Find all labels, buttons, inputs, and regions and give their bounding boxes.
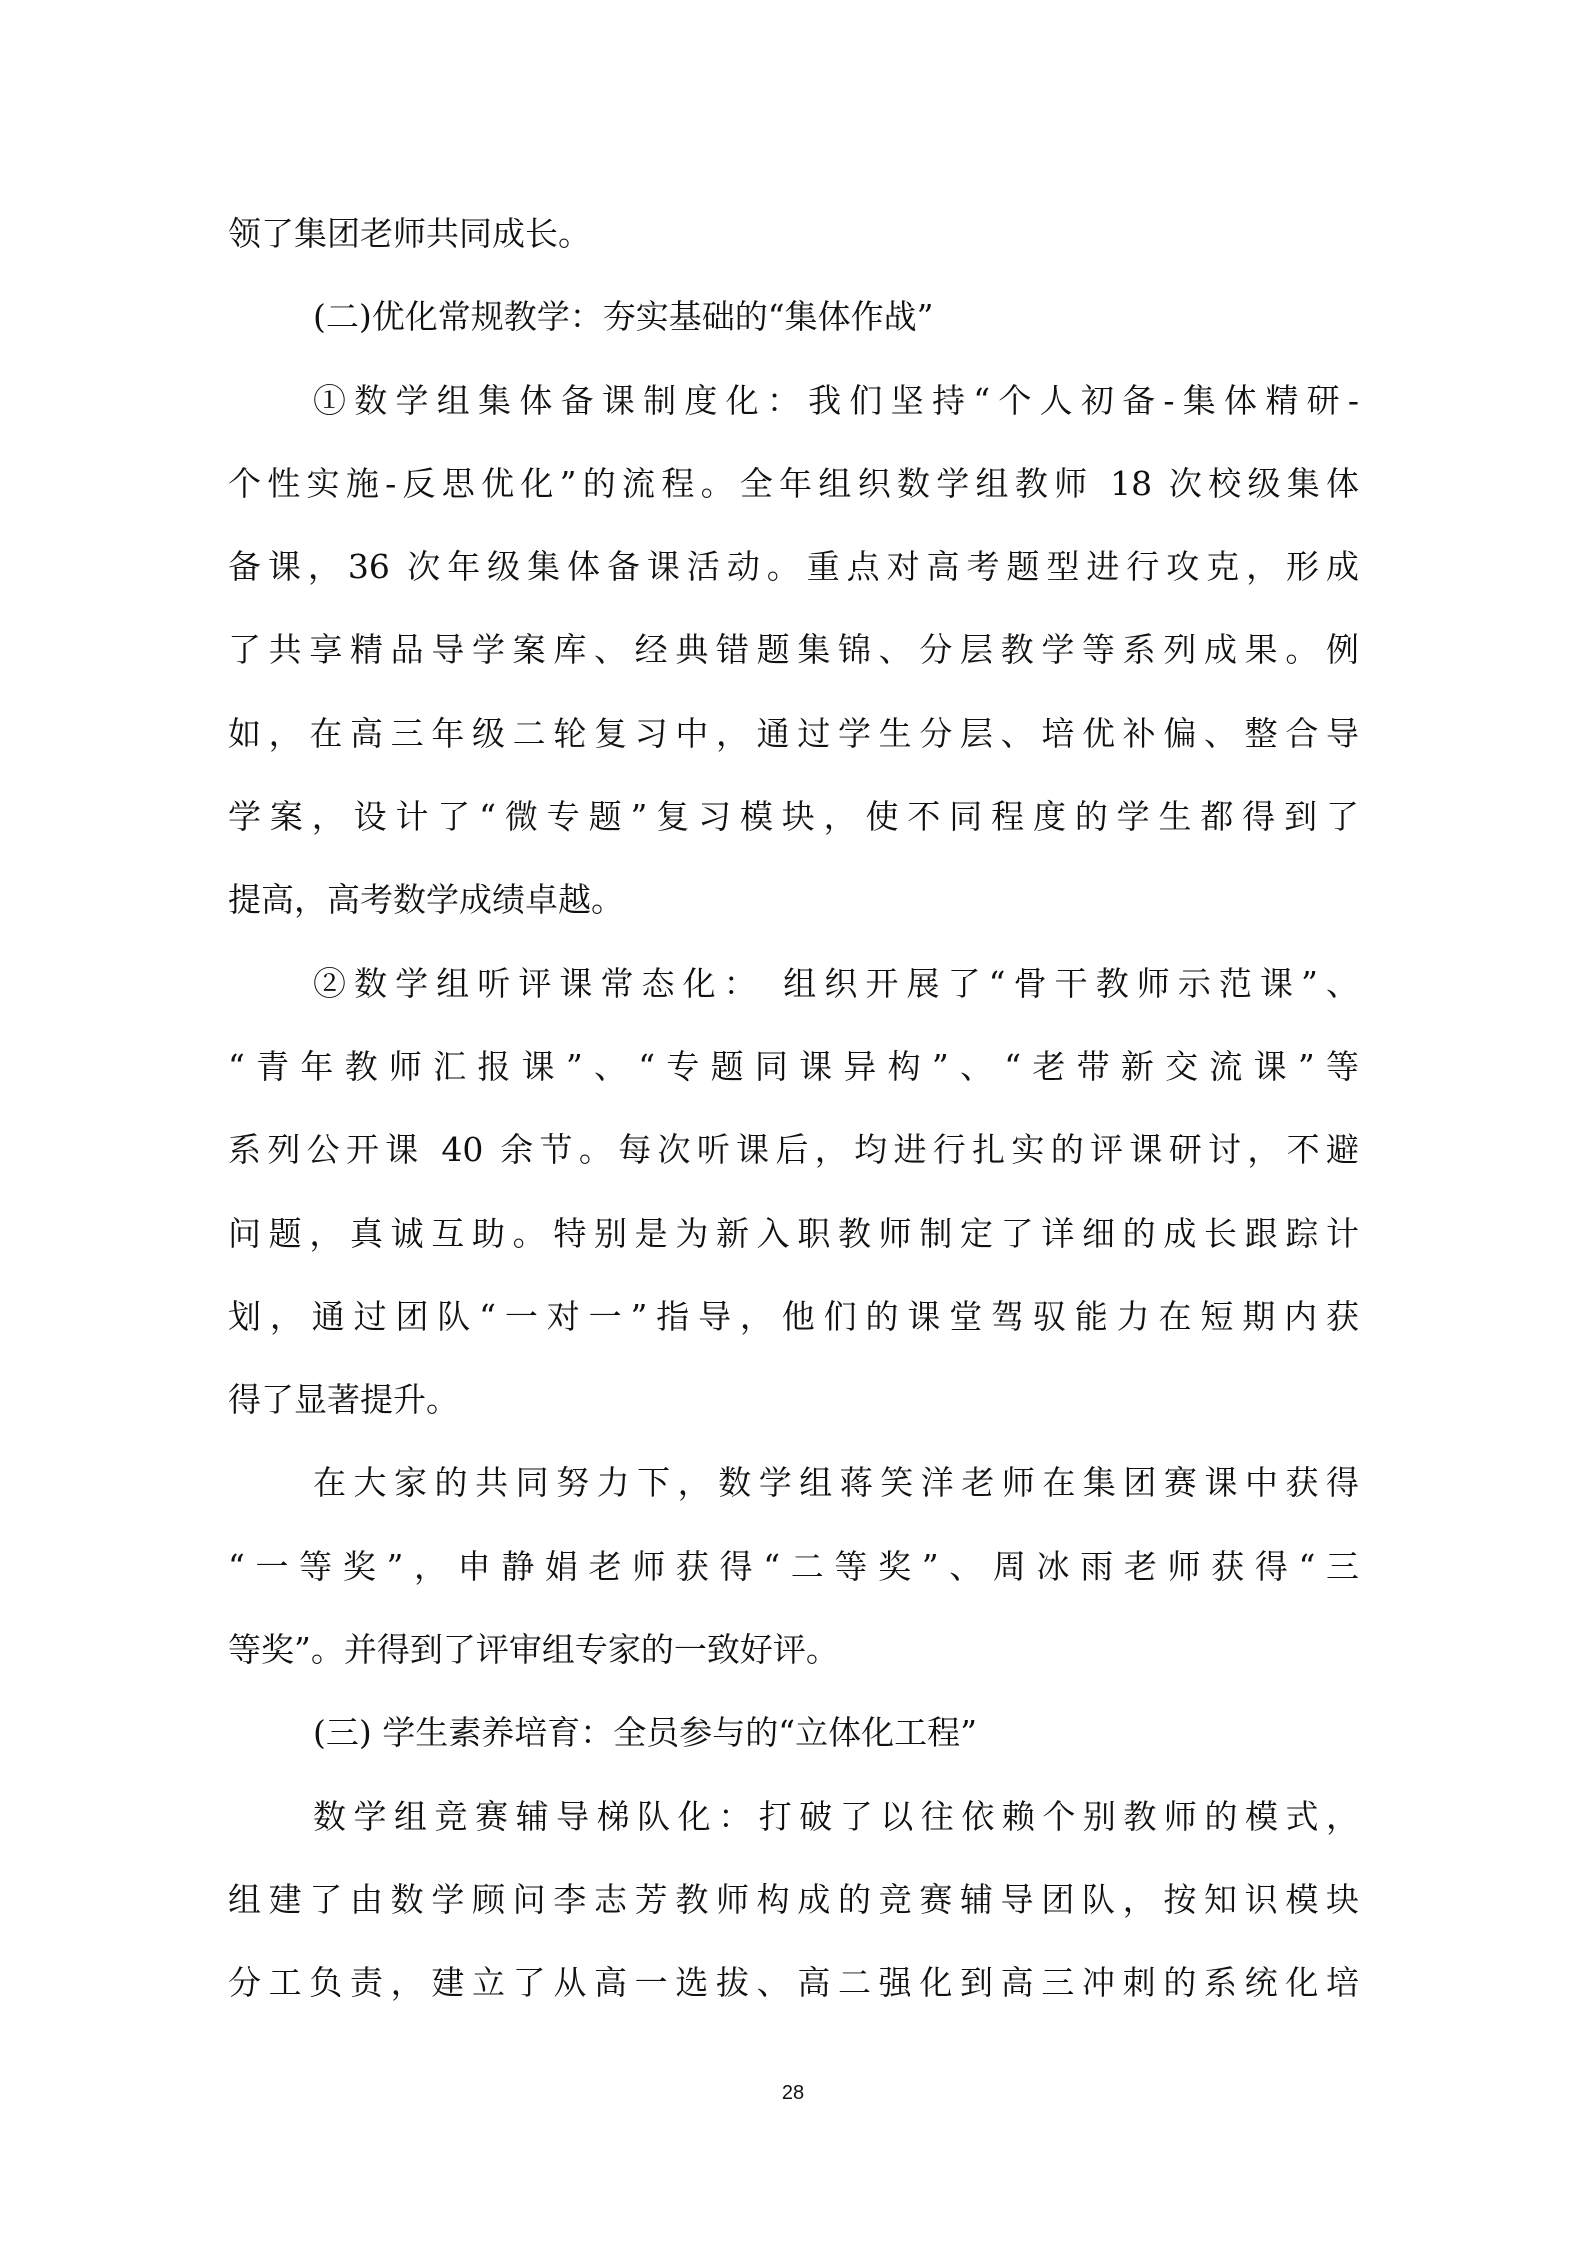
section-heading-2: (二)优化常规教学：夯实基础的“集体作战” [313,297,934,337]
paragraph-line: 分工负责，建立了从高一选拔、高二强化到高三冲刺的系统化培 [228,1963,1359,2003]
paragraph-line: 备课，36 次年级集体备课活动。重点对高考题型进行攻克，形成 [228,547,1359,587]
paragraph-line: 学案，设计了“微专题”复习模块，使不同程度的学生都得到了 [228,797,1359,837]
paragraph-line: 个性实施-反思优化”的流程。全年组织数学组教师 18 次校级集体 [228,463,1359,503]
paragraph-line: 数学组竞赛辅导梯队化：打破了以往依赖个别教师的模式， [313,1796,1359,1836]
paragraph-line: 如，在高三年级二轮复习中，通过学生分层、培优补偏、整合导 [228,713,1359,753]
paragraph-line: ①数学组集体备课制度化：我们坚持“个人初备-集体精研- [313,380,1359,420]
paragraph-line: 领了集团老师共同成长。 [228,214,591,253]
section-heading-3: (三) 学生素养培育：全员参与的“立体化工程” [313,1713,977,1753]
paragraph-line: 在大家的共同努力下，数学组蒋笑洋老师在集团赛课中获得 [313,1463,1359,1503]
paragraph-line: 提高，高考数学成绩卓越。 [228,880,624,920]
paragraph-line: 等奖”。并得到了评审组专家的一致好评。 [228,1630,839,1670]
paragraph-line: 问题，真诚互助。特别是为新入职教师制定了详细的成长跟踪计 [228,1213,1359,1253]
body-text [228,207,1359,2040]
paragraph-line: “青年教师汇报课”、“专题同课异构”、“老带新交流课”等 [228,1046,1359,1086]
paragraph-line: ②数学组听评课常态化： 组织开展了“骨干教师示范课”、 [313,963,1359,1003]
paragraph-line: 划，通过团队“一对一”指导，他们的课堂驾驭能力在短期内获 [228,1296,1359,1336]
page-number: 28 [781,2082,805,2104]
paragraph-line: 组建了由数学顾问李志芳教师构成的竞赛辅导团队，按知识模块 [228,1879,1359,1919]
paragraph-line: 了共享精品导学案库、经典错题集锦、分层教学等系列成果。例 [228,630,1359,670]
paragraph-line: “一等奖”，申静娟老师获得“二等奖”、周冰雨老师获得“三 [228,1546,1359,1586]
paragraph-line: 得了显著提升。 [228,1380,459,1420]
paragraph-line: 系列公开课 40 余节。每次听课后，均进行扎实的评课研讨，不避 [228,1130,1359,1170]
